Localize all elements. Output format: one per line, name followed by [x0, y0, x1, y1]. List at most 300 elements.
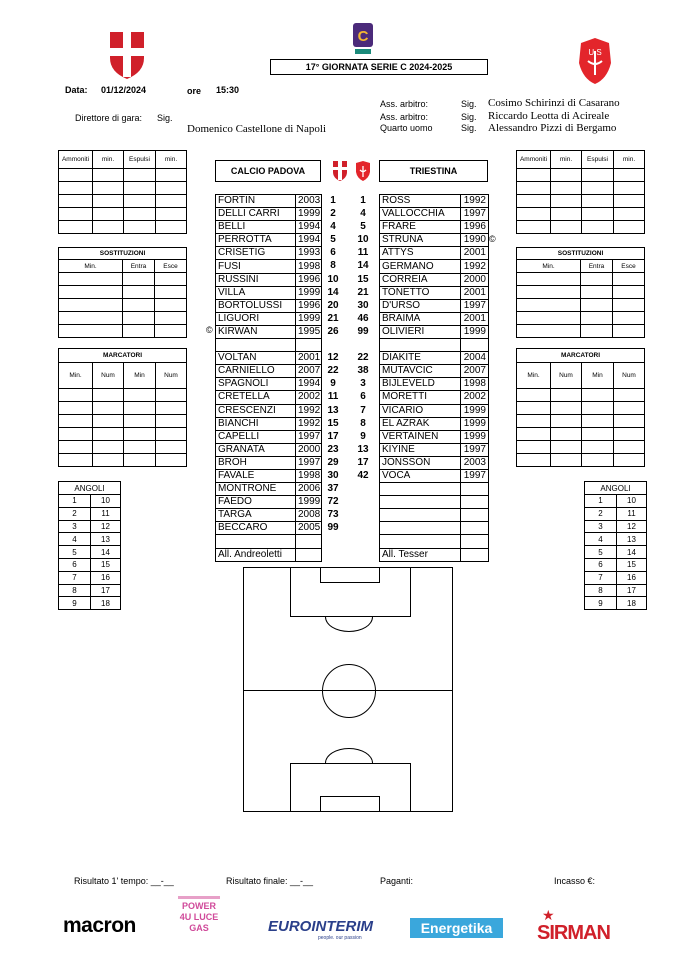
- player-birth-year: 1999: [296, 208, 322, 221]
- table-cell: [613, 325, 645, 338]
- corner-number: 10: [617, 495, 647, 508]
- sponsor-macron-logo: macron: [63, 914, 136, 937]
- table-cell: [93, 428, 124, 441]
- shirt-number: 99: [327, 522, 339, 534]
- player-birth-year: 1992: [461, 195, 489, 208]
- player-birth-year: 1999: [461, 417, 489, 430]
- column-header: Espulsi: [582, 151, 614, 169]
- table-cell: [517, 273, 581, 286]
- table-cell: [124, 169, 156, 182]
- table-cell: [581, 325, 613, 338]
- player-row: [380, 417, 489, 430]
- table-row: [517, 402, 645, 415]
- table-row: [59, 441, 187, 454]
- player-row: [216, 195, 322, 208]
- player-birth-year: 2001: [296, 352, 322, 365]
- player-row: [216, 535, 322, 548]
- player-row: [380, 548, 489, 561]
- player-birth-year: 1996: [296, 273, 322, 286]
- player-name: GRANATA: [216, 443, 296, 456]
- corner-number: 16: [91, 571, 121, 584]
- table-row: [517, 312, 645, 325]
- corner-number: 10: [91, 495, 121, 508]
- player-row: [380, 234, 489, 247]
- player-name: All. Tesser: [380, 548, 461, 561]
- table-row: [59, 325, 187, 338]
- shirt-number: 21: [357, 286, 369, 298]
- table-cell: [582, 389, 614, 402]
- player-birth-year: 1993: [296, 247, 322, 260]
- player-birth-year: 2001: [461, 286, 489, 299]
- shirt-number: 6: [360, 391, 366, 403]
- table-row: [585, 571, 647, 584]
- player-birth-year: 2003: [461, 456, 489, 469]
- table-cell: [124, 221, 156, 234]
- sponsor-power4u-logo: POWER 4U LUCE GAS: [178, 896, 220, 934]
- table-cell: [59, 441, 93, 454]
- player-name: FAEDO: [216, 496, 296, 509]
- player-name: GERMANO: [380, 260, 461, 273]
- table-row: [59, 195, 187, 208]
- time-label: ore: [187, 86, 202, 96]
- home-corners-table: [58, 481, 121, 610]
- table-cell: [156, 428, 187, 441]
- table-row: [59, 584, 121, 597]
- shirt-number: 17: [357, 456, 369, 468]
- table-cell: [59, 415, 93, 428]
- player-birth-year: 2006: [296, 483, 322, 496]
- svg-text:C: C: [357, 28, 369, 45]
- table-row: [517, 349, 645, 363]
- table-cell: [517, 428, 551, 441]
- table-cell: [551, 428, 582, 441]
- player-name: RUSSINI: [216, 273, 296, 286]
- player-birth-year: 1997: [461, 469, 489, 482]
- table-cell: [59, 428, 93, 441]
- player-birth-year: 1998: [296, 469, 322, 482]
- sponsor-eurointerim-tagline: people. our passion: [318, 935, 362, 941]
- player-name: OLIVIERI: [380, 325, 461, 338]
- table-cell: [93, 169, 124, 182]
- player-birth-year: [461, 496, 489, 509]
- player-name: BIANCHI: [216, 417, 296, 430]
- table-cell: [582, 415, 614, 428]
- shirt-number: [321, 534, 345, 547]
- shirt-number: [351, 482, 375, 495]
- table-cell: [517, 402, 551, 415]
- player-row: [380, 378, 489, 391]
- player-name: CRETELLA: [216, 391, 296, 404]
- table-cell: [517, 169, 551, 182]
- player-row: [380, 247, 489, 260]
- player-row: [216, 273, 322, 286]
- shirt-number: 38: [357, 365, 369, 377]
- corner-number: 18: [91, 597, 121, 610]
- table-cell: [551, 169, 582, 182]
- corner-number: 13: [91, 533, 121, 546]
- player-name: [380, 496, 461, 509]
- player-birth-year: 1997: [461, 299, 489, 312]
- official-name: Cosimo Schirinzi di Casarano: [488, 97, 620, 109]
- player-row: [216, 260, 322, 273]
- player-row: [216, 548, 322, 561]
- corner-number: 18: [617, 597, 647, 610]
- player-birth-year: 2003: [296, 195, 322, 208]
- player-row: [216, 417, 322, 430]
- player-row: [380, 496, 489, 509]
- column-header: Esce: [155, 260, 187, 273]
- official-role: Ass. arbitro:: [380, 112, 429, 122]
- player-row: [216, 378, 322, 391]
- table-cell: [551, 454, 582, 467]
- shirt-number: 8: [330, 260, 336, 272]
- center-circle: [322, 664, 376, 718]
- shirt-number: 15: [357, 273, 369, 285]
- player-name: CRESCENZI: [216, 404, 296, 417]
- corner-number: 2: [585, 507, 617, 520]
- table-cell: [59, 402, 93, 415]
- player-birth-year: 1990: [461, 234, 489, 247]
- table-title: ANGOLI: [59, 482, 121, 495]
- player-row: [216, 483, 322, 496]
- padova-crest-icon: [108, 30, 146, 80]
- player-name: All. Andreoletti: [216, 548, 296, 561]
- table-cell: [614, 402, 645, 415]
- table-cell: [614, 195, 645, 208]
- table-row: [59, 273, 187, 286]
- player-name: MUTAVCIC: [380, 365, 461, 378]
- corner-number: 4: [59, 533, 91, 546]
- table-title: MARCATORI: [517, 349, 645, 363]
- table-row: [59, 182, 187, 195]
- table-row: [59, 415, 187, 428]
- table-row: [59, 389, 187, 402]
- player-birth-year: 1998: [296, 260, 322, 273]
- triestina-small-crest-icon: [355, 160, 371, 182]
- player-row: [380, 509, 489, 522]
- player-birth-year: 1997: [461, 208, 489, 221]
- player-name: BIJLEVELD: [380, 378, 461, 391]
- player-name: VERTAINEN: [380, 430, 461, 443]
- column-header: min.: [551, 151, 582, 169]
- table-cell: [59, 221, 93, 234]
- corner-number: 3: [59, 520, 91, 533]
- table-cell: [517, 299, 581, 312]
- home-captain-mark: ©: [206, 325, 213, 335]
- shirt-number: 37: [327, 483, 339, 495]
- player-row: [380, 221, 489, 234]
- player-row: [380, 404, 489, 417]
- player-row: [216, 325, 322, 338]
- table-row: [517, 325, 645, 338]
- player-row: [216, 456, 322, 469]
- player-birth-year: [461, 509, 489, 522]
- table-row: [59, 520, 121, 533]
- home-scorers-table: [58, 348, 187, 467]
- shirt-number: [351, 534, 375, 547]
- table-row: [517, 299, 645, 312]
- player-name: CORREIA: [380, 273, 461, 286]
- player-row: [380, 469, 489, 482]
- shirt-number: 11: [327, 391, 339, 403]
- corner-number: 14: [617, 546, 647, 559]
- column-header: Min.: [517, 260, 581, 273]
- table-row: [59, 482, 121, 495]
- table-row: [59, 533, 121, 546]
- half-time-result: Risultato 1' tempo: __-__: [74, 876, 174, 886]
- player-row: [216, 469, 322, 482]
- player-row: [216, 391, 322, 404]
- table-cell: [156, 415, 187, 428]
- table-cell: [156, 402, 187, 415]
- column-header: Num: [614, 363, 645, 389]
- football-pitch-diagram: [243, 567, 453, 812]
- corner-number: 17: [617, 584, 647, 597]
- table-cell: [582, 221, 614, 234]
- player-row: [380, 522, 489, 535]
- shirt-number: 13: [327, 404, 339, 416]
- shirt-number: 8: [360, 417, 366, 429]
- shirt-number: 42: [357, 469, 369, 481]
- table-row: [59, 312, 187, 325]
- table-cell: [517, 325, 581, 338]
- player-name: ROSS: [380, 195, 461, 208]
- shirt-number: [351, 548, 375, 561]
- shirt-number: [321, 548, 345, 561]
- shirt-number: 23: [327, 443, 339, 455]
- shirt-number: 4: [330, 221, 336, 233]
- table-cell: [124, 454, 156, 467]
- table-cell: [124, 389, 156, 402]
- corner-number: 11: [91, 507, 121, 520]
- player-birth-year: 1992: [296, 404, 322, 417]
- table-cell: [59, 299, 123, 312]
- player-row: [216, 299, 322, 312]
- table-cell: [582, 169, 614, 182]
- triestina-crest-icon: [577, 37, 613, 85]
- table-row: [517, 363, 645, 389]
- table-cell: [93, 441, 124, 454]
- player-name: STRUNA: [380, 234, 461, 247]
- column-header: Min.: [59, 363, 93, 389]
- table-row: [59, 495, 121, 508]
- player-name: [380, 522, 461, 535]
- table-title: SOSTITUZIONI: [517, 248, 645, 260]
- table-row: [59, 151, 187, 169]
- table-title: SOSTITUZIONI: [59, 248, 187, 260]
- player-row: [380, 483, 489, 496]
- table-cell: [156, 182, 187, 195]
- column-header: Entra: [123, 260, 155, 273]
- shirt-number: 17: [327, 430, 339, 442]
- column-header: Num: [156, 363, 187, 389]
- referee-label: Direttore di gara:: [75, 113, 143, 123]
- player-birth-year: 2005: [296, 522, 322, 535]
- player-birth-year: 2000: [461, 273, 489, 286]
- shirt-number: 6: [330, 247, 336, 259]
- table-row: [517, 441, 645, 454]
- shirt-number: 11: [357, 247, 369, 259]
- column-header: Min: [124, 363, 156, 389]
- player-birth-year: 2007: [296, 365, 322, 378]
- player-name: ATTYS: [380, 247, 461, 260]
- table-cell: [155, 299, 187, 312]
- table-cell: [551, 195, 582, 208]
- table-cell: [124, 415, 156, 428]
- sponsor-sirman-logo: SIRMAN: [537, 922, 610, 944]
- table-cell: [59, 389, 93, 402]
- player-name: CARNIELLO: [216, 365, 296, 378]
- shirt-number: 10: [327, 273, 339, 285]
- corner-number: 6: [59, 558, 91, 571]
- table-cell: [93, 415, 124, 428]
- table-cell: [517, 389, 551, 402]
- final-result: Risultato finale: __-__: [226, 876, 314, 886]
- player-row: [380, 299, 489, 312]
- player-row: [380, 273, 489, 286]
- table-cell: [614, 389, 645, 402]
- table-row: [59, 208, 187, 221]
- player-name: PERROTTA: [216, 234, 296, 247]
- corner-number: 8: [59, 584, 91, 597]
- corner-number: 15: [617, 558, 647, 571]
- corner-number: 1: [585, 495, 617, 508]
- table-row: [59, 299, 187, 312]
- table-cell: [123, 312, 155, 325]
- player-birth-year: 1999: [461, 325, 489, 338]
- table-cell: [156, 441, 187, 454]
- player-row: [216, 312, 322, 325]
- player-birth-year: 1999: [461, 404, 489, 417]
- player-row: [216, 365, 322, 378]
- table-cell: [93, 182, 124, 195]
- table-cell: [123, 273, 155, 286]
- table-cell: [59, 454, 93, 467]
- home-shirt-numbers: [321, 194, 345, 561]
- table-row: [59, 169, 187, 182]
- player-birth-year: 1997: [296, 456, 322, 469]
- away-scorers-table: [516, 348, 645, 467]
- table-cell: [614, 182, 645, 195]
- shirt-number: 13: [357, 443, 369, 455]
- table-cell: [155, 325, 187, 338]
- table-row: [59, 363, 187, 389]
- table-cell: [551, 441, 582, 454]
- table-cell: [613, 273, 645, 286]
- shirt-number: 14: [327, 286, 339, 298]
- table-cell: [582, 428, 614, 441]
- corner-number: 3: [585, 520, 617, 533]
- player-name: DIAKITE: [380, 352, 461, 365]
- player-name: CAPELLI: [216, 430, 296, 443]
- table-cell: [59, 208, 93, 221]
- bottom-goal-area: [320, 796, 380, 812]
- player-birth-year: 1995: [296, 325, 322, 338]
- table-row: [585, 597, 647, 610]
- away-team-name: TRIESTINA: [379, 160, 488, 182]
- table-cell: [93, 195, 124, 208]
- match-date: 01/12/2024: [101, 85, 147, 95]
- table-row: [59, 571, 121, 584]
- table-row: [517, 389, 645, 402]
- shirt-number: 46: [357, 312, 369, 324]
- table-row: [585, 507, 647, 520]
- padova-small-crest-icon: [332, 160, 348, 182]
- table-cell: [551, 182, 582, 195]
- match-time: 15:30: [216, 85, 240, 95]
- player-name: BROH: [216, 456, 296, 469]
- player-name: [216, 339, 296, 352]
- table-row: [517, 260, 645, 273]
- column-header: Esce: [613, 260, 645, 273]
- table-cell: [551, 402, 582, 415]
- shirt-number: 9: [330, 378, 336, 390]
- table-cell: [582, 402, 614, 415]
- table-cell: [581, 273, 613, 286]
- shirt-number: 73: [327, 509, 339, 521]
- player-birth-year: [461, 483, 489, 496]
- table-cell: [155, 286, 187, 299]
- player-name: [380, 509, 461, 522]
- player-name: KIYINE: [380, 443, 461, 456]
- player-birth-year: 1998: [461, 378, 489, 391]
- official-name: Alessandro Pizzi di Bergamo: [488, 122, 617, 134]
- table-row: [585, 533, 647, 546]
- column-header: Ammoniti: [517, 151, 551, 169]
- corner-number: 1: [59, 495, 91, 508]
- player-row: [380, 443, 489, 456]
- table-cell: [124, 182, 156, 195]
- matchday-title: 17° GIORNATA SERIE C 2024-2025: [270, 59, 488, 75]
- corner-number: 4: [585, 533, 617, 546]
- player-row: [216, 339, 322, 352]
- table-cell: [582, 441, 614, 454]
- player-name: FAVALE: [216, 469, 296, 482]
- player-birth-year: 1999: [296, 496, 322, 509]
- player-name: BELLI: [216, 221, 296, 234]
- table-cell: [582, 454, 614, 467]
- table-cell: [582, 182, 614, 195]
- player-birth-year: 1992: [461, 260, 489, 273]
- player-name: FUSI: [216, 260, 296, 273]
- table-cell: [156, 389, 187, 402]
- player-birth-year: 1994: [296, 378, 322, 391]
- player-row: [380, 456, 489, 469]
- player-birth-year: 2001: [461, 247, 489, 260]
- corner-number: 2: [59, 507, 91, 520]
- table-row: [585, 482, 647, 495]
- table-row: [585, 584, 647, 597]
- shirt-number: 22: [327, 365, 339, 377]
- shirt-number: 1: [360, 195, 366, 206]
- table-cell: [613, 299, 645, 312]
- player-row: [216, 443, 322, 456]
- player-name: FORTIN: [216, 195, 296, 208]
- player-name: VOCA: [380, 469, 461, 482]
- table-row: [585, 546, 647, 559]
- corner-number: 12: [617, 520, 647, 533]
- shirt-number: 14: [357, 260, 369, 272]
- player-name: JONSSON: [380, 456, 461, 469]
- column-header: Num: [551, 363, 582, 389]
- column-header: Min: [582, 363, 614, 389]
- player-row: [216, 404, 322, 417]
- table-row: [585, 520, 647, 533]
- player-birth-year: 2000: [296, 443, 322, 456]
- table-cell: [582, 195, 614, 208]
- table-cell: [614, 221, 645, 234]
- table-row: [59, 402, 187, 415]
